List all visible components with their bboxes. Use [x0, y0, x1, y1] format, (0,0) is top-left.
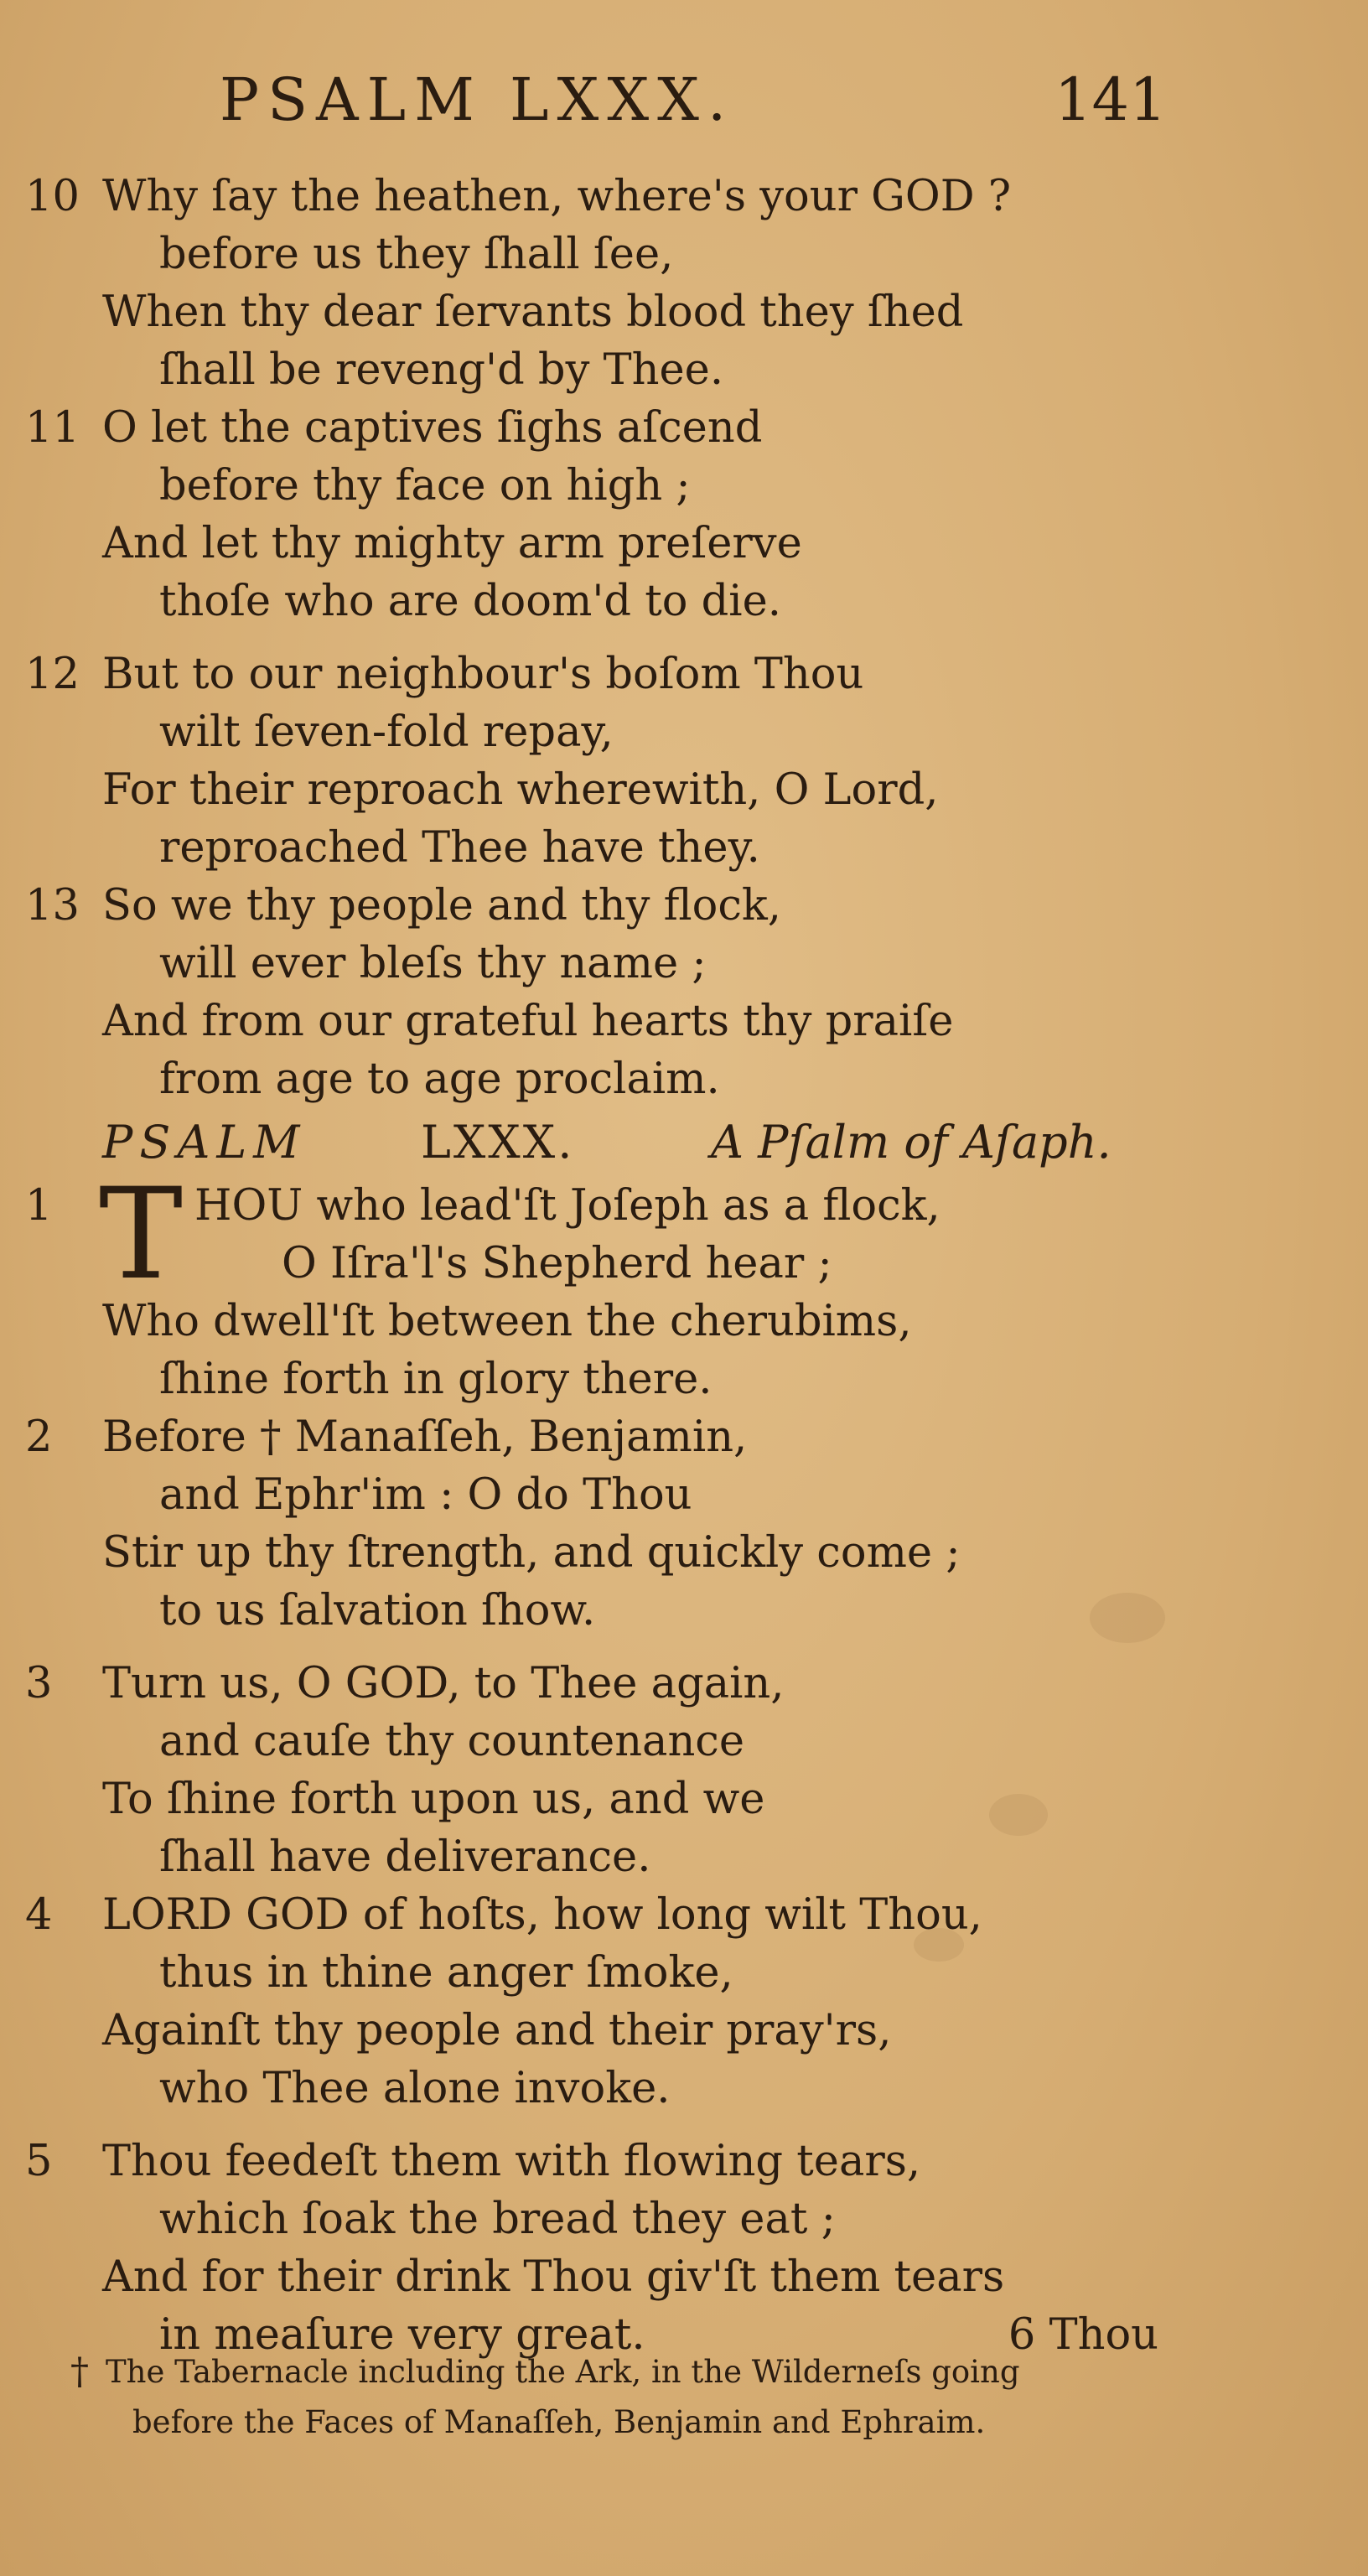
verse-line: Turn us, O GOD, to Thee again,	[102, 1659, 785, 1708]
verse-line: So we thy people and thy flock,	[102, 881, 782, 930]
verse-line: which ſoak the bread they eat ;	[159, 2195, 836, 2244]
verse-line: And from our grateful hearts thy praiſe	[102, 997, 954, 1046]
verse-line: reproached Thee have they.	[159, 823, 760, 873]
verse-line: before thy face on high ;	[159, 461, 691, 511]
verse-line: wilt ſeven-fold repay,	[159, 707, 614, 757]
verse-line: will ever bleſs thy name ;	[159, 939, 707, 988]
verse-line: Stir up thy ſtrength, and quickly come ;	[102, 1528, 961, 1578]
verse-line: HOU who lead'ſt Joſeph as a flock,	[194, 1181, 940, 1231]
verse-line: O Iſra'l's Shepherd hear ;	[282, 1239, 832, 1288]
verse-line: ſhine forth in glory there.	[159, 1355, 712, 1404]
verse-line: Thou feedeſt them with flowing tears,	[102, 2137, 921, 2186]
verse-number: 12	[25, 650, 80, 699]
verse-line: ſhall be reveng'd by Thee.	[159, 345, 724, 395]
verse-line: and cauſe thy countenance	[159, 1717, 745, 1766]
verse-12	[0, 645, 1368, 877]
verse-11	[0, 399, 1368, 630]
verse-line: O let the captives ſighs aſcend	[102, 403, 763, 453]
verse-number: 2	[25, 1412, 53, 1462]
verse-line: To ſhine forth upon us, and we	[102, 1775, 765, 1824]
dagger-icon: †	[70, 2351, 89, 2393]
page-number: 141	[1054, 65, 1167, 134]
verse-line: thus in thine anger ſmoke,	[159, 1948, 733, 1998]
verse-line: When thy dear ſervants blood they ſhed	[102, 288, 964, 337]
psalm-heading-name: PSALM	[102, 1116, 307, 1169]
verse-number: 3	[25, 1659, 53, 1708]
psalm-heading	[0, 1108, 1368, 1177]
psalm-heading-subtitle: A Pſalm of Aſaph.	[711, 1116, 1112, 1169]
psalm-heading-number: LXXX.	[421, 1116, 575, 1169]
verse-number: 5	[25, 2137, 53, 2186]
verse-1	[0, 1162, 1368, 1408]
verse-13	[0, 877, 1368, 1108]
page-header	[0, 65, 1368, 141]
verse-2	[0, 1408, 1368, 1640]
footnote-line: The Tabernacle including the Ark, in the Wilderneſs going	[106, 2354, 1020, 2390]
verse-line: Who dwell'ſt between the cherubims,	[102, 1297, 912, 1346]
verse-block	[0, 168, 1368, 2364]
verse-line: from age to age proclaim.	[159, 1055, 720, 1104]
verse-line: Why ſay the heathen, where's your GOD ?	[102, 172, 1012, 221]
running-head: PSALM LXXX.	[220, 65, 735, 134]
verse-line: LORD GOD of hoſts, how long wilt Thou,	[102, 1890, 982, 1940]
verse-line: ſhall have deliverance.	[159, 1832, 651, 1882]
verse-line: thoſe who are doom'd to die.	[159, 577, 781, 626]
verse-line: who Thee alone invoke.	[159, 2064, 671, 2113]
drop-cap: T	[99, 1162, 184, 1308]
verse-line: to us ſalvation ſhow.	[159, 1586, 596, 1635]
verse-line: And for their drink Thou giv'ſt them tears	[102, 2252, 1005, 2302]
verse-5	[0, 2133, 1368, 2364]
verse-number: 13	[25, 881, 80, 930]
verse-line: But to our neighbour's boſom Thou	[102, 650, 864, 699]
catchword: 6 Thou	[1008, 2310, 1158, 2360]
verse-number: 4	[25, 1890, 53, 1940]
footnote-line: before the Faces of Manaſſeh, Benjamin and Ephraim.	[132, 2404, 986, 2440]
verse-line: Againſt thy people and their pray'rs,	[102, 2006, 892, 2055]
verse-10	[0, 168, 1368, 399]
verse-number: 10	[25, 172, 80, 221]
verse-number: 11	[25, 403, 80, 453]
verse-line: in meaſure very great.	[159, 2310, 645, 2360]
verse-number: 1	[25, 1181, 53, 1231]
footnote	[0, 2347, 1368, 2448]
verse-line: Before † Manaſſeh, Benjamin,	[102, 1412, 748, 1462]
verse-4	[0, 1886, 1368, 2117]
verse-3	[0, 1655, 1368, 1886]
verse-line: and Ephr'im : O do Thou	[159, 1470, 692, 1520]
verse-line: before us they ſhall ſee,	[159, 230, 674, 279]
verse-line: For their reproach wherewith, O Lord,	[102, 765, 939, 815]
verse-line: And let thy mighty arm preſerve	[102, 519, 802, 568]
